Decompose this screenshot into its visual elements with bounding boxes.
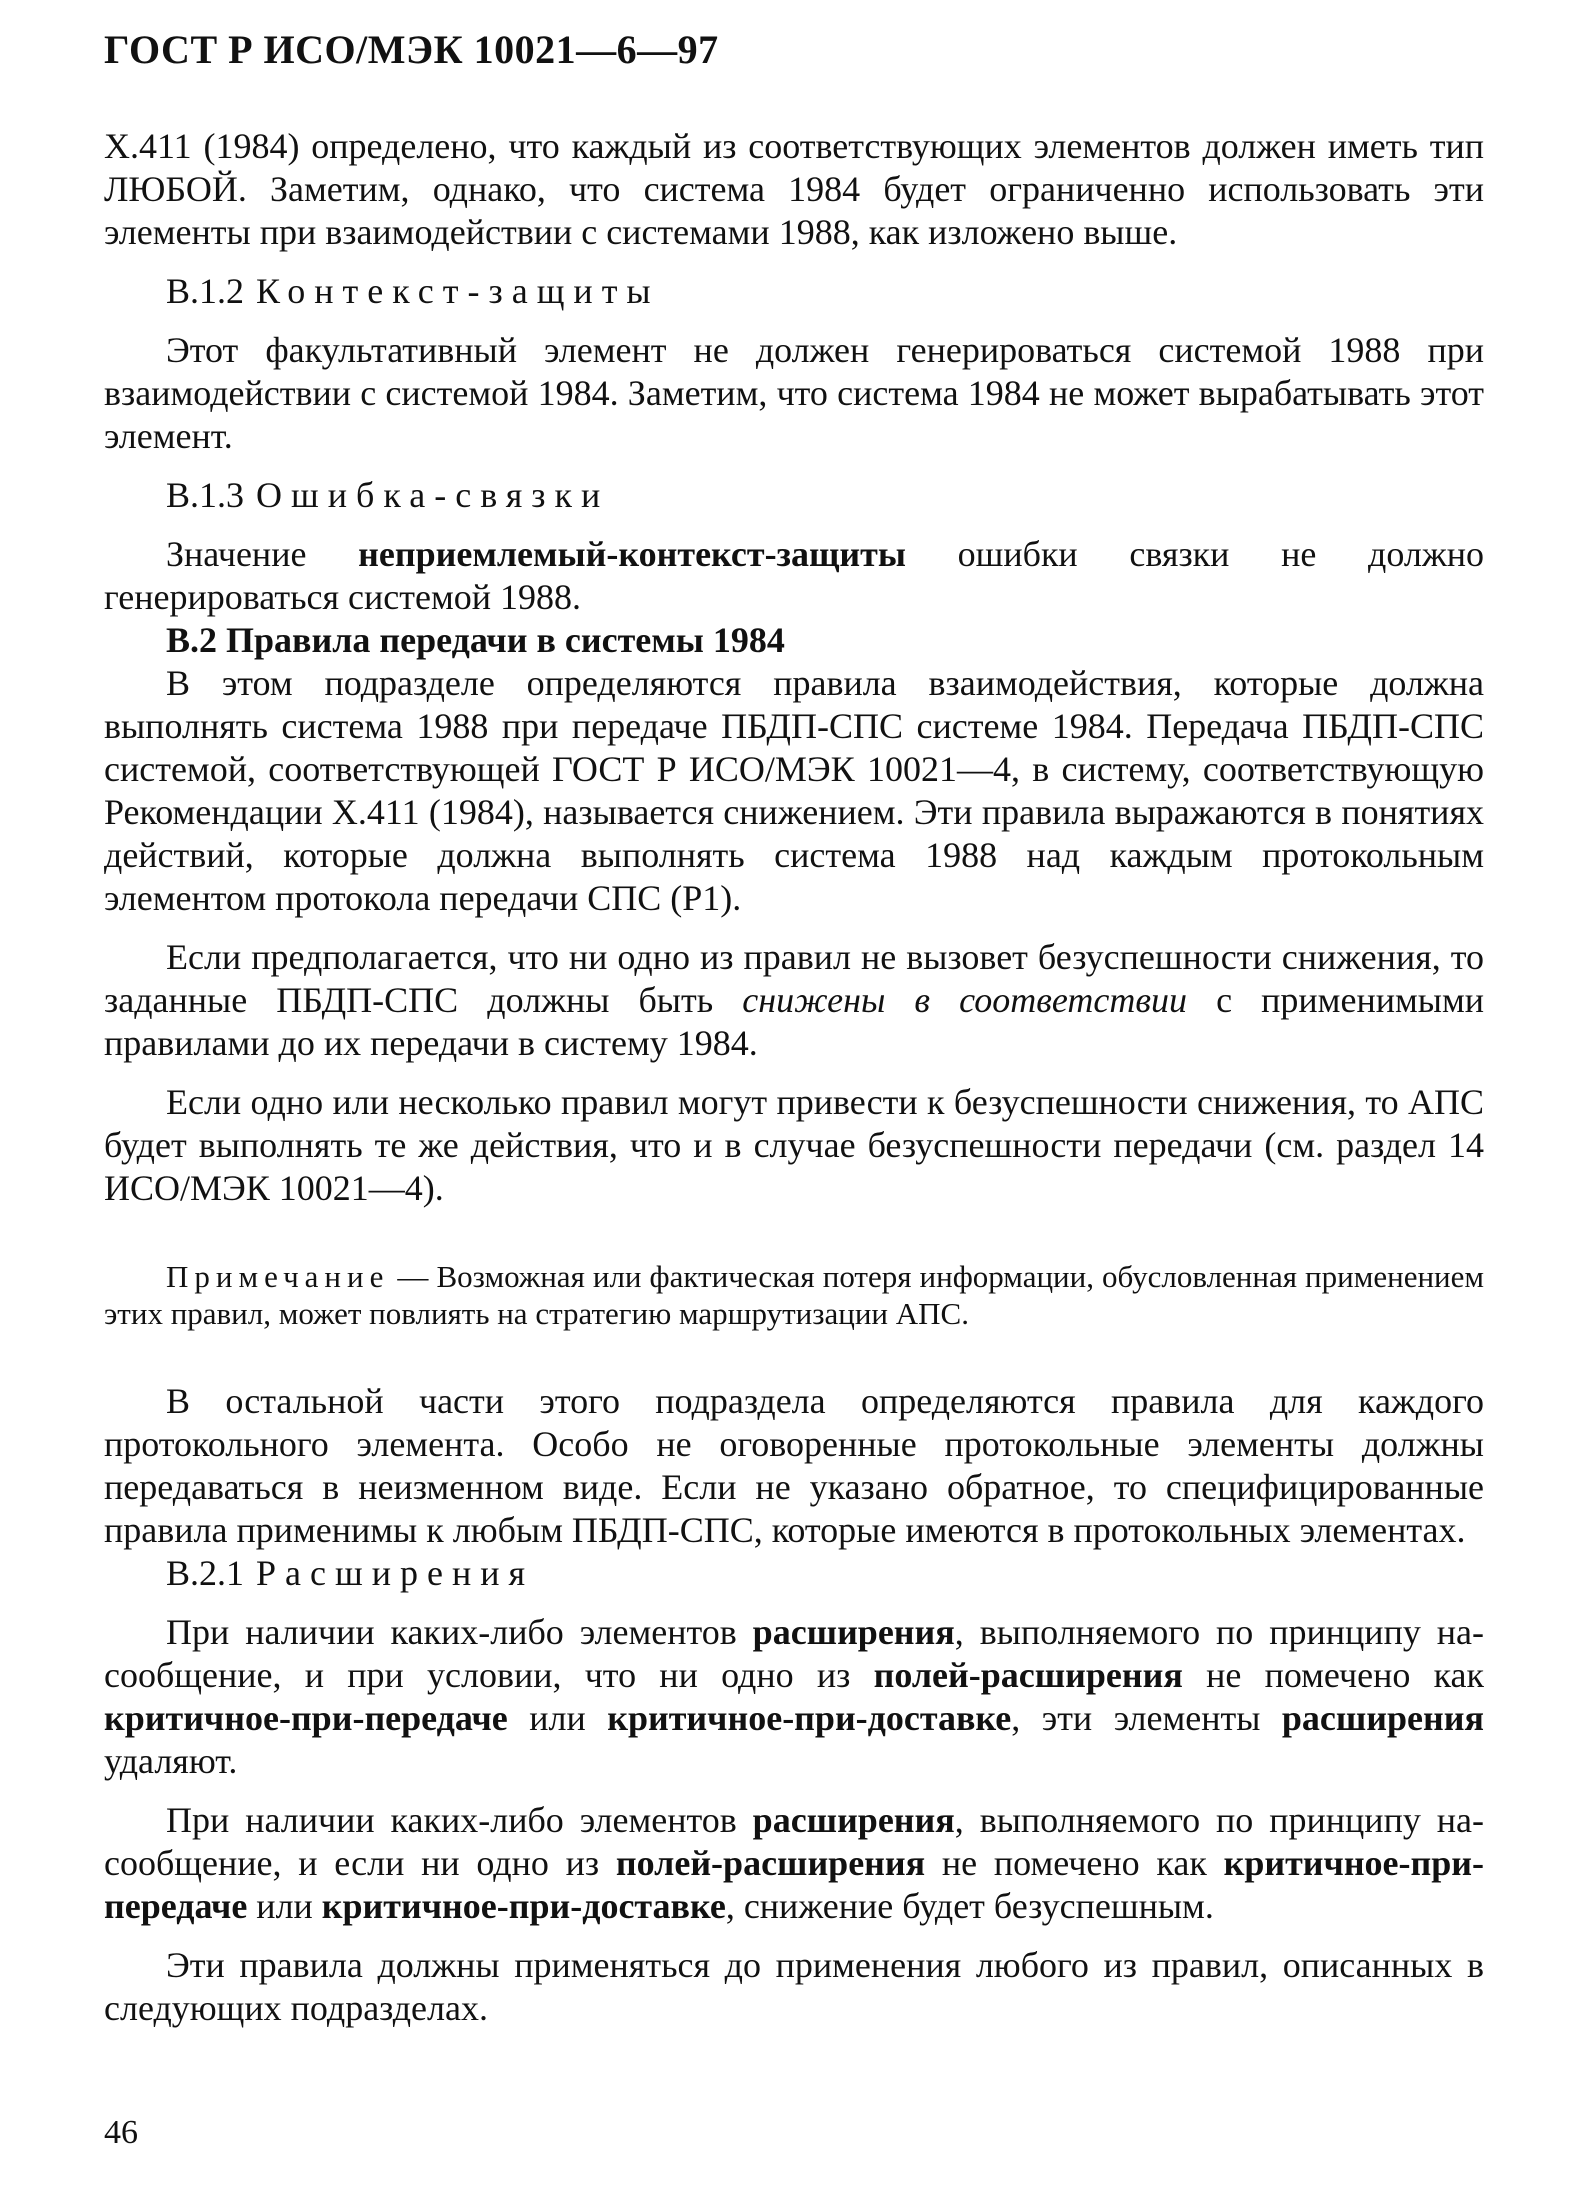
paragraph-b12: Этот факультативный элемент не должен генерироваться системой 1988 при взаимодействии с системой 1984. Заметим, что система 1984 не может вырабатывать этот элемент. [104,330,1484,456]
text-run: или [507,1698,608,1738]
text-run: , снижение будет безуспешным. [725,1886,1214,1926]
text-run: , выполняемого по принципу на-сообщение, и если ни одно из [104,1800,1484,1883]
paragraph-b21-2 [104,1799,1484,1928]
note-label: Примечание [166,1259,390,1294]
subsection-title: Ошибка-связки [256,475,610,515]
subsection-number: B.1.3 [166,475,245,515]
bold-term: критичное-при-передаче [104,1698,508,1738]
text-run: , эти элементы [1011,1698,1282,1738]
subsection-number: B.1.2 [166,271,245,311]
bold-term: расширения [752,1800,955,1840]
bold-term: критичное-при-доставке [607,1698,1012,1738]
paragraph-b2-3: Если одно или несколько правил могут привести к безуспешности снижения, то АПС будет выполнять те же действия, что и в случае безуспешности передачи (см. раздел 14 ИСО/МЭК 10021—4). [104,1082,1484,1208]
note-dash: — [389,1259,437,1294]
paragraph-b13 [104,533,1484,619]
subsection-heading-b13 [104,474,1484,517]
text-run: При наличии каких-либо элементов [166,1800,753,1840]
bold-term: расширения [1281,1698,1484,1738]
text-run: Значение [166,534,359,574]
document-body [104,125,1484,2030]
subsection-heading-b21 [104,1552,1484,1595]
bold-term: критичное-при-доставке [321,1886,726,1926]
bold-term: неприемлемый-контекст-защиты [358,534,906,574]
text-run: или [247,1886,322,1926]
section-heading-b2: B.2 Правила передачи в системы 1984 [166,620,785,660]
page-header-standard-id: ГОСТ Р ИСО/МЭК 10021—6—97 [104,27,719,72]
note-text: Возможная или фактическая потеря информации, обусловленная применением этих правил, может повлиять на стратегию маршрутизации АПС. [104,1259,1485,1331]
bold-term: расширения [752,1612,955,1652]
note [104,1258,1484,1332]
bold-term: критичное-при-передаче [104,1843,1485,1926]
bold-term: полей-расширения [615,1843,926,1883]
text-run: Если предполагается, что ни одно из правил не вызовет безуспешности снижения, то заданные ПБДП-СПС должны быть [104,937,1484,1020]
paragraph-b21-3: Эти правила должны применяться до применения любого из правил, описанных в следующих подразделах. [104,1945,1484,2028]
text-run: При наличии каких-либо элементов [166,1612,753,1652]
intro-paragraph: Х.411 (1984) определено, что каждый из соответствующих элементов должен иметь тип ЛЮБОЙ. Заметим, однако, что система 1984 будет ограниченно использовать эти элементы при взаимодействии с системами 1988, как изложено выше. [104,126,1484,252]
italic-term: снижены в соответствии [742,980,1187,1020]
text-run: , выполняемого по принципу на-сообщение, и при условии, что ни одно из [104,1612,1484,1695]
text-run: не помечено как [925,1843,1224,1883]
paragraph-b2-1: В этом подразделе определяются правила взаимодействия, которые должна выполнять система 1988 при передаче ПБДП-СПС системе 1984. Передача ПБДП-СПС системой, соответствующей ГОСТ Р ИСО/МЭК 10021—4, в систему, соответствующую Рекомендации Х.411 (1984), называется снижением. Эти правила выражаются в понятиях действий, которые должна выполнять система 1988 над каждым протокольным элементом протокола передачи СПС (Р1). [104,663,1484,918]
subsection-title: Контекст-защиты [256,271,660,311]
text-run: с применимыми правилами до их передачи в систему 1984. [104,980,1484,1063]
paragraph-b2-4: В остальной части этого подраздела определяются правила для каждого протокольного элемента. Особо не оговоренные протокольные элементы должны передаваться в неизменном виде. Если не указано обратное, то специфицированные правила применимы к любым ПБДП-СПС, которые имеются в протокольных элементах. [104,1381,1484,1550]
page-number: 46 [104,2114,138,2151]
bold-term: полей-расширения [873,1655,1183,1695]
subsection-title: Расширения [256,1553,535,1593]
text-run: ошибки связки не должно генерироваться системой 1988. [104,534,1484,617]
text-run: удаляют. [104,1741,238,1781]
subsection-heading-b12 [104,270,1484,313]
paragraph-b21-1 [104,1611,1484,1783]
text-run: не помечено как [1182,1655,1485,1695]
subsection-number: B.2.1 [166,1553,245,1593]
paragraph-b2-2 [104,936,1484,1065]
